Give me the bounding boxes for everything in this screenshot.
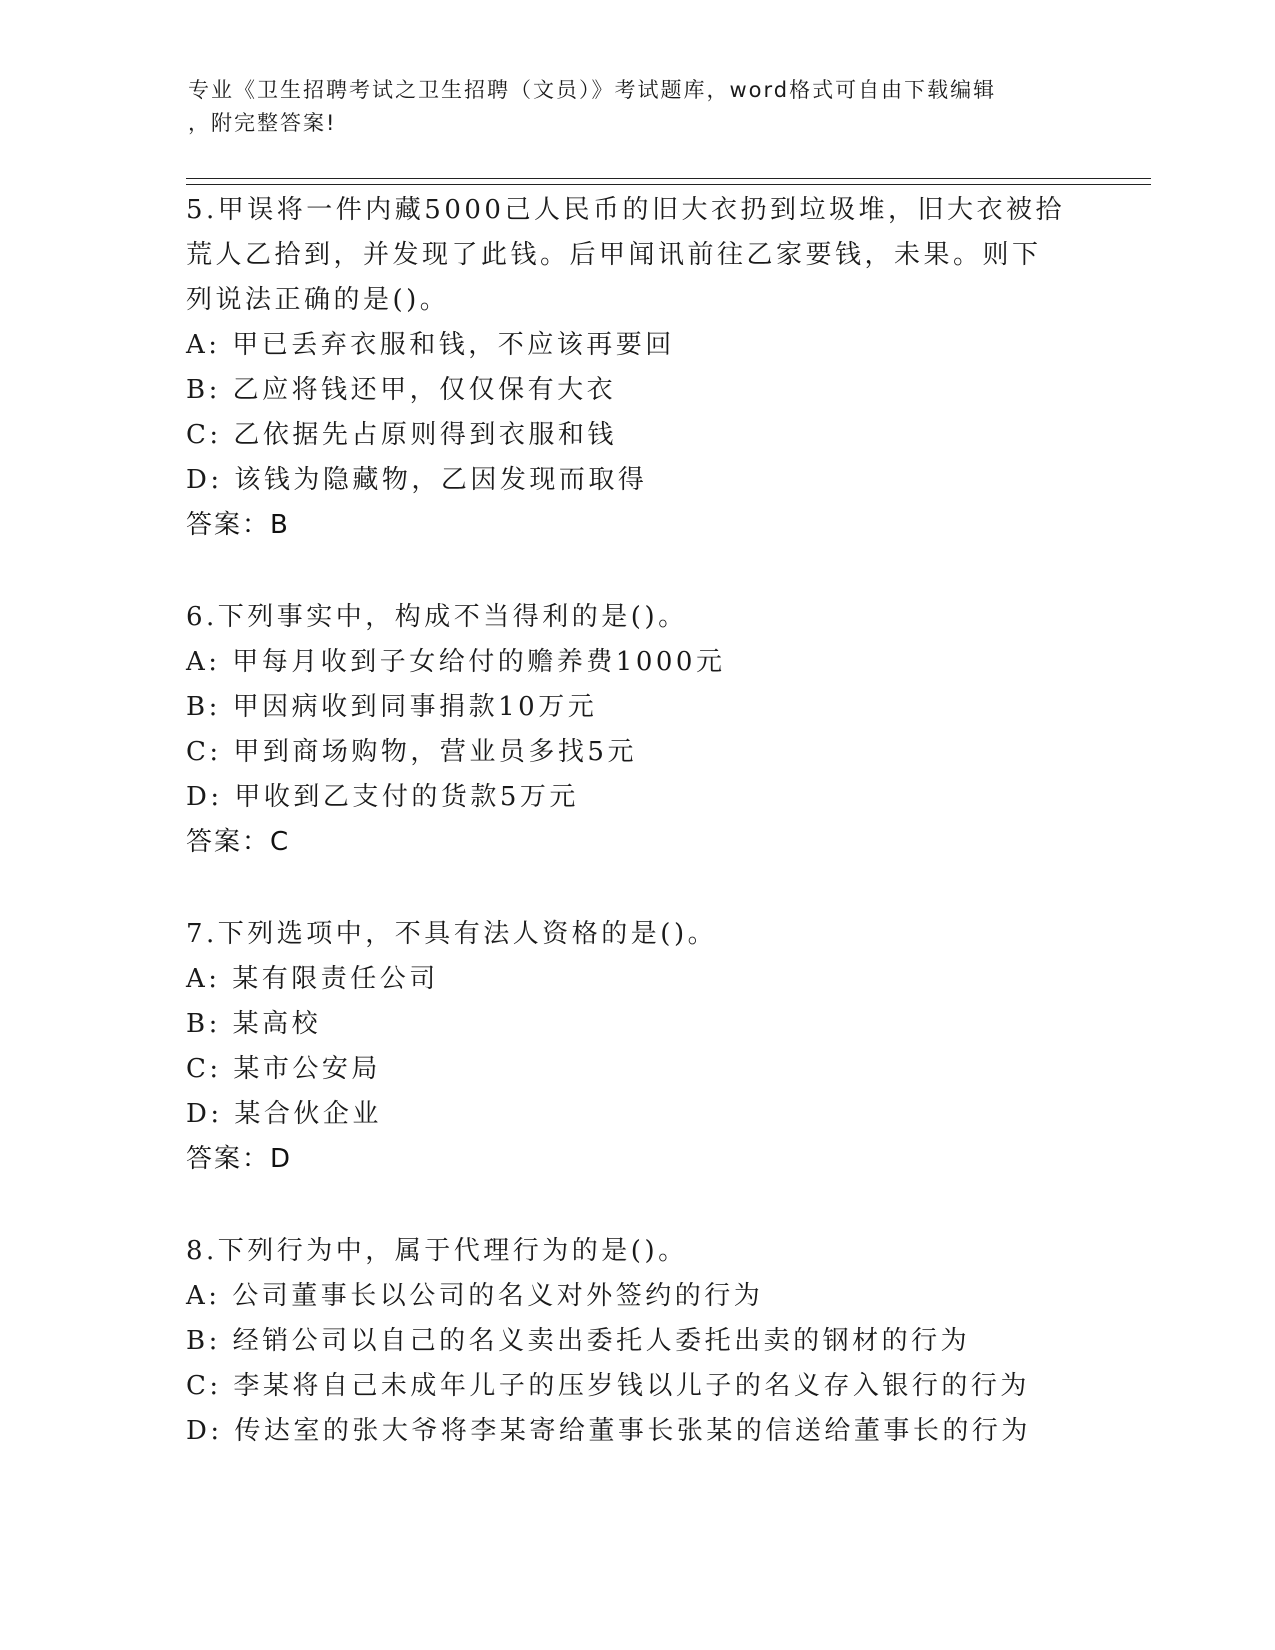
option-a: A: 甲每月收到子女给付的赡养费1000元 xyxy=(186,647,726,677)
answer-line: 答案：C xyxy=(186,827,291,857)
header-divider-bottom xyxy=(186,184,1151,185)
option-a: A: 甲已丢弃衣服和钱，不应该再要回 xyxy=(186,330,675,360)
option-b: B: 某高校 xyxy=(186,1009,322,1039)
option-d: D: 传达室的张大爷将李某寄给董事长张某的信送给董事长的行为 xyxy=(186,1416,1031,1446)
question-list xyxy=(186,188,1086,1454)
option-b: B: 甲因病收到同事捐款10万元 xyxy=(186,692,598,722)
option-d: D: 某合伙企业 xyxy=(186,1099,382,1129)
answer-line: 答案：D xyxy=(186,1144,293,1174)
question-stem: 6.下列事实中，构成不当得利的是()。 xyxy=(186,602,688,632)
spacer xyxy=(186,548,1086,595)
option-a: A: 公司董事长以公司的名义对外签约的行为 xyxy=(186,1281,764,1311)
question-8 xyxy=(186,1229,1086,1454)
header-divider-top xyxy=(186,178,1151,179)
option-b: B: 经销公司以自己的名义卖出委托人委托出卖的钢材的行为 xyxy=(186,1326,971,1356)
option-c: C: 甲到商场购物，营业员多找5元 xyxy=(186,737,637,767)
answer-line: 答案：B xyxy=(186,510,290,540)
document-header xyxy=(188,74,1068,140)
question-7 xyxy=(186,912,1086,1182)
option-d: D: 该钱为隐藏物，乙因发现而取得 xyxy=(186,465,648,495)
question-5 xyxy=(186,188,1086,548)
header-line-2: ，附完整答案! xyxy=(188,111,337,135)
question-stem: 5.甲误将一件内藏5000己人民币的旧大衣扔到垃圾堆，旧大衣被拾荒人乙拾到，并发现了此钱。后甲闻讯前往乙家要钱，未果。则下列说法正确的是()。 xyxy=(186,195,1065,315)
spacer xyxy=(186,1182,1086,1229)
spacer xyxy=(186,865,1086,912)
question-6 xyxy=(186,595,1086,865)
question-stem: 7.下列选项中，不具有法人资格的是()。 xyxy=(186,919,718,949)
option-c: C: 乙依据先占原则得到衣服和钱 xyxy=(186,420,617,450)
option-c: C: 李某将自己未成年儿子的压岁钱以儿子的名义存入银行的行为 xyxy=(186,1371,1030,1401)
option-d: D: 甲收到乙支付的货款5万元 xyxy=(186,782,579,812)
header-line-1: 专业《卫生招聘考试之卫生招聘（文员）》考试题库，word格式可自由下载编辑 xyxy=(188,78,997,102)
option-c: C: 某市公安局 xyxy=(186,1054,381,1084)
question-stem: 8.下列行为中，属于代理行为的是()。 xyxy=(186,1236,688,1266)
option-b: B: 乙应将钱还甲，仅仅保有大衣 xyxy=(186,375,617,405)
option-a: A: 某有限责任公司 xyxy=(186,964,439,994)
